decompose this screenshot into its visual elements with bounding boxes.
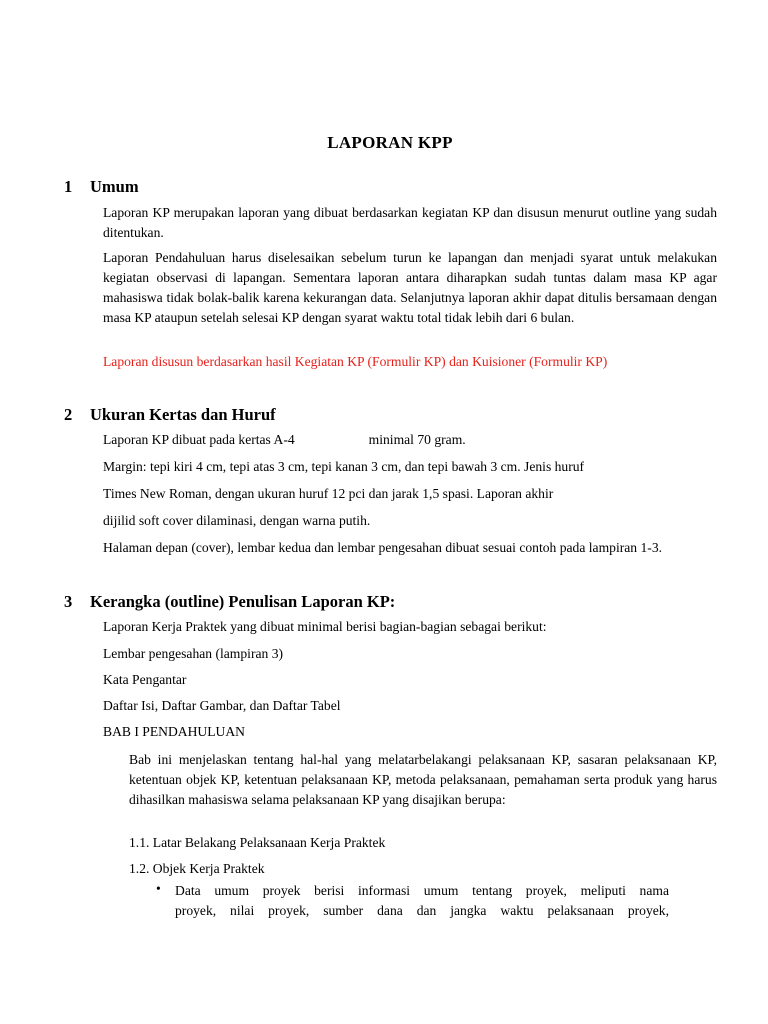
section-2-paragraph-5: Halaman depan (cover), lembar kedua dan lembar pengesahan dibuat sesuai contoh pada lampiran 1-3. <box>103 540 663 555</box>
section-1-title: Umum <box>90 177 139 196</box>
bullet-line-2: proyek, nilai proyek, sumber dana dan jangka waktu pelaksanaan proyek, <box>175 903 669 918</box>
section-1-heading <box>64 177 139 197</box>
section-2-line-2: Margin: tepi kiri 4 cm, tepi atas 3 cm, tepi kanan 3 cm, dan tepi bawah 3 cm. Jenis huruf <box>103 459 585 474</box>
section-3-line-4: Daftar Isi, Daftar Gambar, dan Daftar Tabel <box>103 698 341 713</box>
section-3-line-2: Lembar pengesahan (lampiran 3) <box>103 646 284 661</box>
section-1-paragraph-2: Laporan Pendahuluan harus diselesaikan sebelum turun ke lapangan dan menjadi syarat untuk melakukan kegiatan observasi di lapangan. Sementara laporan antara diharapkan sudah tuntas dalam masa KP agar mahasiswa tidak bolak-balik karena kekurangan data. Selanjutnya laporan akhir dapat ditulis bersamaan dengan masa KP ataupun setelah selesai KP dengan syarat waktu total tidak lebih dari 6 bulan. <box>103 250 717 325</box>
section-2-line-3: Times New Roman, dengan ukuran huruf 12 pci dan jarak 1,5 spasi. Laporan akhir <box>103 486 554 501</box>
section-1-paragraph-1: Laporan KP merupakan laporan yang dibuat berdasarkan kegiatan KP dan disusun menurut outline yang sudah ditentukan. <box>103 205 717 240</box>
section-3-title: Kerangka (outline) Penulisan Laporan KP: <box>90 592 396 611</box>
section-2-title: Ukuran Kertas dan Huruf <box>90 405 276 424</box>
section-3-line-1: Laporan Kerja Praktek yang dibuat minimal berisi bagian-bagian sebagai berikut: <box>103 619 547 634</box>
bab-1-paragraph: Bab ini menjelaskan tentang hal-hal yang melatarbelakangi pelaksanaan KP, sasaran pelaksanaan KP, ketentuan objek KP, ketentuan pelaksanaan KP, metoda pelaksanaan, pemahaman serta produk yang harus dihasilkan mahasiswa selama pelaksanaan KP yang disajikan berupa: <box>129 752 717 807</box>
section-3-number: 3 <box>64 592 73 611</box>
section-2-line-4: dijilid soft cover dilaminasi, dengan warna putih. <box>103 513 371 528</box>
section-3-line-3: Kata Pengantar <box>103 672 187 687</box>
document-title: LAPORAN KPP <box>327 133 453 152</box>
bullet-icon: • <box>156 881 161 896</box>
paper-size-text: Laporan KP dibuat pada kertas A-4 <box>103 432 295 447</box>
subsection-1-2: 1.2. Objek Kerja Praktek <box>129 861 265 876</box>
section-3-heading <box>64 592 395 612</box>
section-1-red-note: Laporan disusun berdasarkan hasil Kegiatan KP (Formulir KP) dan Kuisioner (Formulir KP) <box>103 354 608 369</box>
bullet-line-1: Data umum proyek berisi informasi umum tentang proyek, meliputi nama <box>175 883 669 898</box>
subsection-1-1: 1.1. Latar Belakang Pelaksanaan Kerja Praktek <box>129 835 386 850</box>
section-1-number: 1 <box>64 177 73 196</box>
section-3-line-5: BAB I PENDAHULUAN <box>103 724 245 739</box>
section-2-line-1 <box>103 430 466 450</box>
section-2-heading <box>64 405 276 425</box>
section-2-number: 2 <box>64 405 73 424</box>
paper-weight-text: minimal 70 gram. <box>368 432 466 447</box>
